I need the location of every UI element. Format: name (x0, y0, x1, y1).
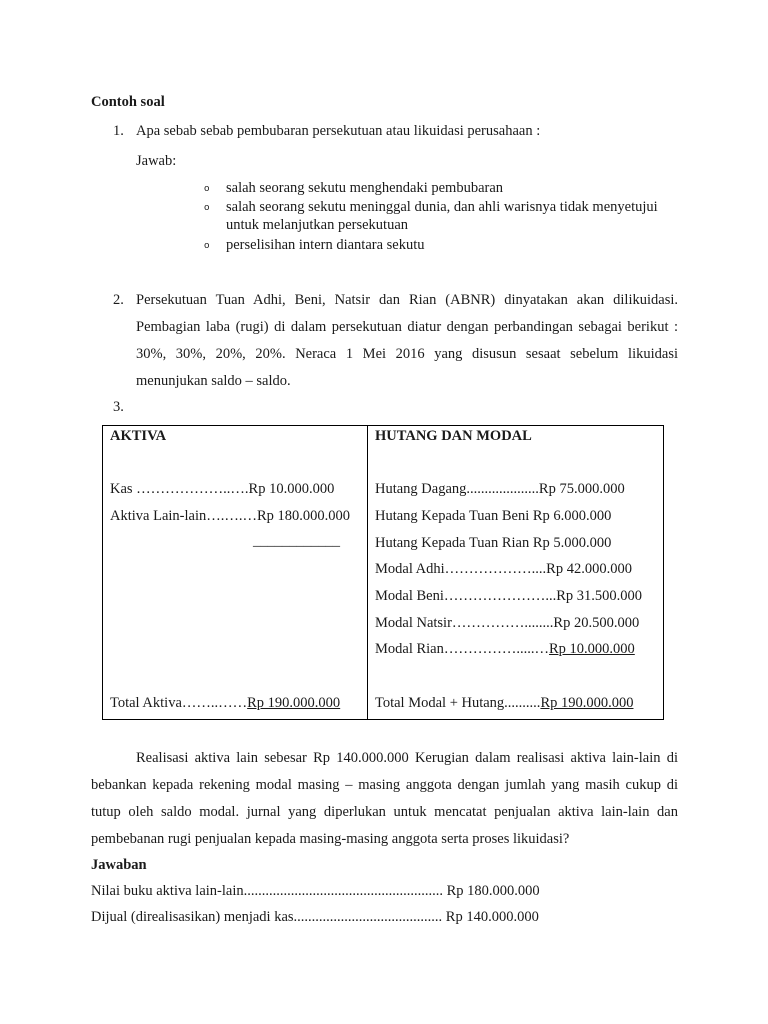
question-2-line: menunjukan saldo – saldo. (136, 373, 291, 389)
paragraph-line: bebankan kepada rekening modal masing – masing anggota dengan jumlah yang masih cukup di (91, 777, 678, 793)
answer-line: Nilai buku aktiva lain-lain....................................................... Rp 180.000.000 (91, 883, 540, 899)
paragraph-line: Realisasi aktiva lain sebesar Rp 140.000.000 Kerugian dalam realisasi aktiva lain-lain di (136, 750, 678, 766)
equity-row-value: Rp 10.000.000 (549, 641, 635, 657)
bullet-icon: o (204, 184, 210, 194)
equity-row-last (375, 641, 635, 658)
answer-label: Jawab: (136, 153, 177, 169)
bullet-item: salah seorang sekutu meninggal dunia, dan ahli warisnya tidak menyetujui (226, 199, 658, 215)
equity-row: Modal Beni…………………...Rp 31.500.000 (375, 588, 643, 604)
liability-row: Hutang Dagang....................Rp 75.000.000 (375, 481, 625, 497)
bullet-item-continued: untuk melanjutkan persekutuan (226, 217, 409, 233)
total-assets (110, 695, 340, 712)
liabilities-header: HUTANG DAN MODAL (375, 428, 532, 444)
question-2-line: 30%, 30%, 20%, 20%. Neraca 1 Mei 2016 yang disusun sesaat sebelum likuidasi (136, 346, 678, 362)
asset-subtotal-rule: ____________ (253, 533, 340, 549)
question-2-number: 2. (113, 292, 124, 308)
question-1-text: Apa sebab sebab pembubaran persekutuan atau likuidasi perusahaan : (136, 123, 541, 139)
equity-row-label: Modal Rian…………….....… (375, 641, 549, 657)
question-1-number: 1. (113, 123, 124, 139)
table-divider (367, 425, 368, 720)
bullet-item: salah seorang sekutu menghendaki pembubaran (226, 180, 504, 196)
question-2-line: Persekutuan Tuan Adhi, Beni, Natsir dan Rian (ABNR) dinyatakan akan dilikuidasi. (136, 292, 678, 308)
total-liabilities-label: Total Modal + Hutang.......... (375, 695, 541, 711)
bullet-item: perselisihan intern diantara sekutu (226, 237, 425, 253)
question-3-number: 3. (113, 399, 124, 415)
answer-line: Dijual (direalisasikan) menjadi kas......................................... Rp 140.000.000 (91, 909, 539, 925)
total-assets-label: Total Aktiva……..…… (110, 695, 248, 711)
bullet-icon: o (204, 241, 210, 251)
assets-header: AKTIVA (110, 428, 167, 444)
equity-row: Modal Natsir……………........Rp 20.500.000 (375, 615, 640, 631)
paragraph-line: pembebanan rugi penjualan kepada masing-masing anggota serta proses likuidasi? (91, 831, 570, 847)
liability-row: Hutang Kepada Tuan Beni Rp 6.000.000 (375, 508, 612, 524)
paragraph-line: tutup oleh saldo modal. jurnal yang diperlukan untuk mencatat penjualan aktiva lain-lain dan (91, 804, 678, 820)
total-liabilities (375, 695, 633, 712)
bullet-icon: o (204, 203, 210, 213)
asset-row: Kas ………………..….Rp 10.000.000 (110, 481, 335, 497)
asset-row: Aktiva Lain-lain….….…Rp 180.000.000 (110, 508, 351, 524)
section-title: Contoh soal (91, 94, 165, 110)
total-liabilities-value: Rp 190.000.000 (540, 695, 634, 711)
liability-row: Hutang Kepada Tuan Rian Rp 5.000.000 (375, 535, 612, 551)
answer-title: Jawaban (91, 857, 147, 873)
question-2-line: Pembagian laba (rugi) di dalam persekutuan diatur dengan perbandingan sebagai berikut : (136, 319, 678, 335)
total-assets-value: Rp 190.000.000 (247, 695, 341, 711)
equity-row: Modal Adhi………………....Rp 42.000.000 (375, 561, 632, 577)
